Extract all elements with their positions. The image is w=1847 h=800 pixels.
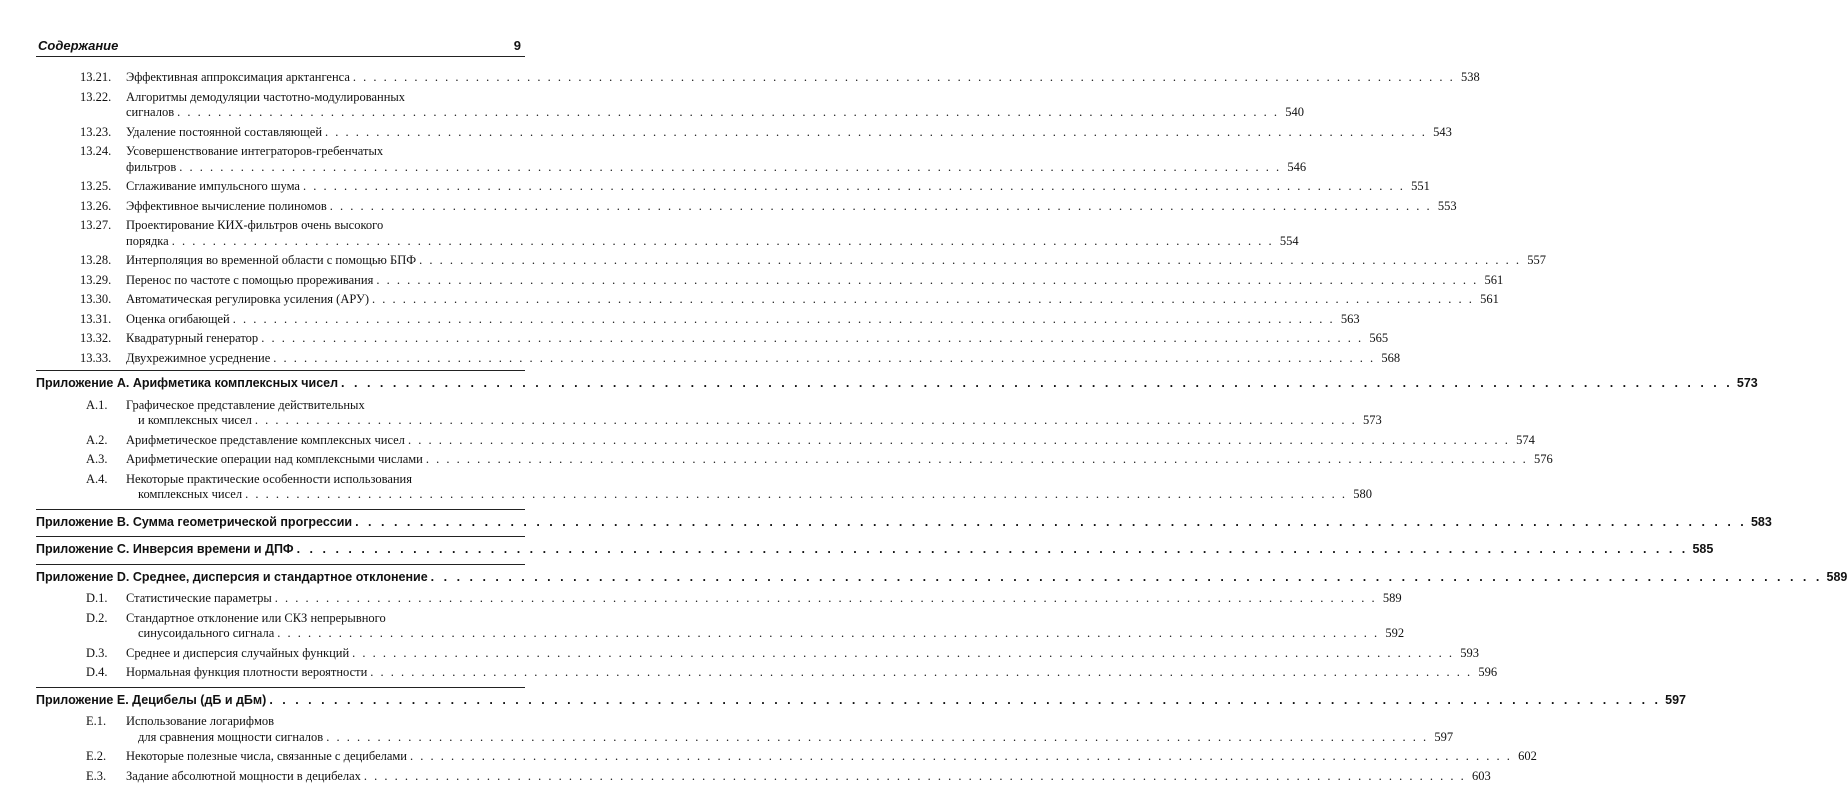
entry-title: Среднее и дисперсия случайных функций — [126, 645, 350, 660]
appendix-page: 583 — [1750, 514, 1772, 529]
running-title: Содержание — [38, 38, 119, 53]
entry-number: 13.32. — [80, 331, 112, 345]
entry-title: Оценка огибающей — [126, 311, 230, 326]
toc-entry-13-32[interactable] — [36, 331, 1389, 347]
leader-dots — [431, 570, 1823, 586]
entry-number: А.1. — [86, 397, 108, 412]
entry-number: 13.22. — [80, 89, 112, 104]
appendix-title: Приложение Е. Децибелы (дБ и дБм) — [36, 692, 267, 707]
leader-dots — [255, 413, 1357, 429]
toc-entry-13-21[interactable] — [36, 70, 1480, 86]
toc-entry-d-2[interactable] — [36, 610, 1405, 642]
leader-dots — [426, 452, 1528, 468]
leader-dots — [326, 730, 1428, 746]
leader-dots — [370, 665, 1472, 681]
entry-page: 543 — [1433, 124, 1452, 139]
entry-title: Проектирование КИХ-фильтров очень высокого — [126, 218, 384, 232]
entry-title: Автоматическая регулировка усиления (АРУ) — [126, 292, 370, 306]
entry-page: 565 — [1369, 331, 1389, 345]
toc-appendix-d[interactable] — [36, 564, 1847, 586]
entry-page: 553 — [1437, 198, 1457, 213]
leader-dots — [341, 376, 1733, 392]
entry-title: Стандартное отклонение или СКЗ непрерывного — [126, 610, 386, 625]
appendix-page: 585 — [1692, 542, 1714, 556]
toc-entry-13-22[interactable] — [36, 89, 1304, 121]
entry-number: Е.2. — [86, 749, 107, 763]
leader-dots — [277, 626, 1379, 642]
toc-entry-13-24[interactable] — [36, 144, 1307, 175]
entry-number: 13.31. — [80, 311, 112, 326]
entry-title: Арифметическое представление комплексных чисел — [126, 432, 405, 447]
toc-entry-a-3[interactable] — [36, 452, 1553, 468]
appendix-title: Приложение А. Арифметика комплексных чисел — [36, 376, 339, 390]
entry-page: 563 — [1340, 311, 1360, 326]
toc-entry-a-4[interactable] — [36, 471, 1372, 503]
entry-page: 568 — [1381, 350, 1401, 365]
entry-page: 561 — [1480, 292, 1499, 306]
entry-title: Арифметические операции над комплексными числами — [126, 452, 423, 466]
entry-page: 596 — [1478, 665, 1498, 679]
entry-number: 13.26. — [80, 198, 112, 213]
leader-dots — [177, 105, 1279, 121]
entry-number: 13.25. — [80, 179, 112, 193]
appendix-page: 589 — [1826, 569, 1847, 584]
leader-dots — [273, 351, 1375, 367]
leader-dots — [353, 70, 1455, 86]
entry-number: D.1. — [86, 591, 108, 605]
leader-dots — [172, 234, 1274, 250]
entry-title-cont: фильтров — [126, 159, 177, 174]
entry-page: 603 — [1472, 768, 1491, 783]
entry-title-cont: порядка — [126, 233, 169, 248]
toc-entry-e-3[interactable] — [36, 768, 1491, 785]
toc-entry-a-2[interactable] — [36, 432, 1535, 449]
entry-page: 574 — [1516, 432, 1535, 447]
leader-dots — [303, 179, 1405, 195]
entry-page: 554 — [1279, 233, 1299, 248]
entry-page: 593 — [1460, 645, 1480, 660]
entry-number: 13.29. — [80, 272, 112, 287]
leader-dots — [297, 542, 1689, 558]
toc-entry-d-1[interactable] — [36, 591, 1402, 607]
toc-appendix-b[interactable] — [36, 509, 1772, 531]
entry-number: 13.27. — [80, 218, 112, 232]
toc-entry-13-29[interactable] — [36, 272, 1504, 289]
entry-title-cont: сигналов — [126, 105, 175, 119]
entry-title: Эффективное вычисление полиномов — [126, 198, 327, 213]
entry-title-cont: комплексных чисел — [138, 487, 243, 501]
leader-dots — [245, 487, 1347, 503]
entry-page: 576 — [1534, 452, 1553, 466]
leader-dots — [410, 749, 1512, 765]
entry-title-cont: для сравнения мощности сигналов — [138, 729, 324, 744]
entry-number: 13.33. — [80, 350, 112, 365]
entry-number: 13.23. — [80, 124, 112, 139]
entry-title: Сглаживание импульсного шума — [126, 179, 300, 193]
toc-entry-13-23[interactable] — [36, 124, 1452, 141]
page-number: 9 — [513, 38, 521, 53]
table-of-contents — [36, 70, 1847, 788]
leader-dots — [372, 292, 1474, 308]
entry-page: 580 — [1353, 487, 1372, 501]
leader-dots — [179, 160, 1281, 176]
entry-title: Эффективная аппроксимация арктангенса — [126, 70, 350, 84]
entry-title: Квадратурный генератор — [126, 331, 259, 345]
entry-title: Перенос по частоте с помощью прореживания — [126, 272, 374, 287]
entry-page: 573 — [1363, 413, 1382, 427]
entry-page: 592 — [1385, 626, 1405, 640]
entry-title: Некоторые практические особенности использования — [126, 471, 412, 486]
entry-title: Использование логарифмов — [126, 714, 275, 728]
toc-entry-13-31[interactable] — [36, 311, 1360, 328]
entry-number: А.2. — [86, 432, 108, 447]
leader-dots — [269, 693, 1661, 709]
entry-title: Задание абсолютной мощности в децибелах — [126, 768, 361, 783]
leader-dots — [419, 253, 1521, 269]
entry-title: Двухрежимное усреднение — [126, 350, 271, 365]
entry-page: 589 — [1382, 591, 1402, 605]
leader-dots — [261, 331, 1363, 347]
entry-title-cont: синусоидального сигнала — [138, 626, 275, 640]
toc-entry-13-30[interactable] — [36, 292, 1499, 308]
leader-dots — [408, 433, 1510, 449]
entry-number: D.3. — [86, 645, 108, 660]
toc-entry-d-3[interactable] — [36, 645, 1480, 662]
entry-number: Е.1. — [86, 714, 107, 728]
appendix-page: 573 — [1736, 376, 1758, 390]
toc-appendix-e[interactable] — [36, 687, 1687, 709]
toc-entry-13-25[interactable] — [36, 179, 1430, 195]
entry-title: Алгоритмы демодуляции частотно-модулированных — [126, 89, 406, 104]
entry-number: А.3. — [86, 452, 108, 466]
appendix-title: Приложение С. Инверсия времени и ДПФ — [36, 542, 294, 556]
leader-dots — [364, 769, 1466, 785]
entry-number: 13.28. — [80, 253, 112, 267]
entry-page: 551 — [1411, 179, 1430, 193]
entry-page: 602 — [1518, 749, 1537, 763]
entry-page: 540 — [1285, 105, 1304, 119]
appendix-title: Приложение D. Среднее, дисперсия и стандартное отклонение — [36, 569, 428, 584]
entry-title-cont: и комплексных чисел — [138, 413, 252, 427]
appendix-title: Приложение В. Сумма геометрической прогрессии — [36, 514, 353, 529]
entry-title: Усовершенствование интеграторов-гребенчатых — [126, 144, 384, 158]
leader-dots — [352, 646, 1454, 662]
toc-entry-e-1[interactable] — [36, 714, 1454, 745]
leader-dots — [355, 515, 1747, 531]
entry-number: А.4. — [86, 471, 108, 486]
toc-entry-13-27[interactable] — [36, 218, 1299, 249]
entry-page: 546 — [1287, 159, 1307, 174]
page-header — [36, 36, 525, 57]
leader-dots — [275, 591, 1377, 607]
entry-page: 597 — [1434, 729, 1454, 744]
entry-title: Интерполяция во временной области с помощью БПФ — [126, 253, 417, 267]
appendix-page: 597 — [1665, 692, 1687, 707]
leader-dots — [233, 312, 1335, 328]
entry-number: 13.30. — [80, 292, 112, 306]
entry-title: Удаление постоянной составляющей — [126, 124, 323, 139]
toc-entry-d-4[interactable] — [36, 665, 1498, 681]
toc-entry-13-26[interactable] — [36, 198, 1457, 215]
entry-page: 561 — [1484, 272, 1504, 287]
toc-entry-13-28[interactable] — [36, 253, 1546, 269]
entry-page: 538 — [1461, 70, 1480, 84]
toc-entry-e-2[interactable] — [36, 749, 1537, 765]
toc-entry-a-1[interactable] — [36, 397, 1382, 429]
entry-title: Графическое представление действительных — [126, 397, 365, 412]
leader-dots — [330, 199, 1432, 215]
toc-appendix-c[interactable] — [36, 536, 1714, 558]
toc-entry-13-33[interactable] — [36, 350, 1401, 367]
entry-number: D.4. — [86, 665, 108, 679]
leader-dots — [325, 125, 1427, 141]
entry-title: Некоторые полезные числа, связанные с децибелами — [126, 749, 407, 763]
entry-page: 557 — [1527, 253, 1546, 267]
entry-title: Нормальная функция плотности вероятности — [126, 665, 368, 679]
entry-number: 13.24. — [80, 144, 112, 158]
leader-dots — [376, 273, 1478, 289]
toc-appendix-a[interactable] — [36, 370, 1758, 392]
entry-number: Е.3. — [86, 768, 107, 783]
entry-title: Статистические параметры — [126, 591, 272, 605]
entry-number: D.2. — [86, 610, 108, 625]
entry-number: 13.21. — [80, 70, 112, 84]
